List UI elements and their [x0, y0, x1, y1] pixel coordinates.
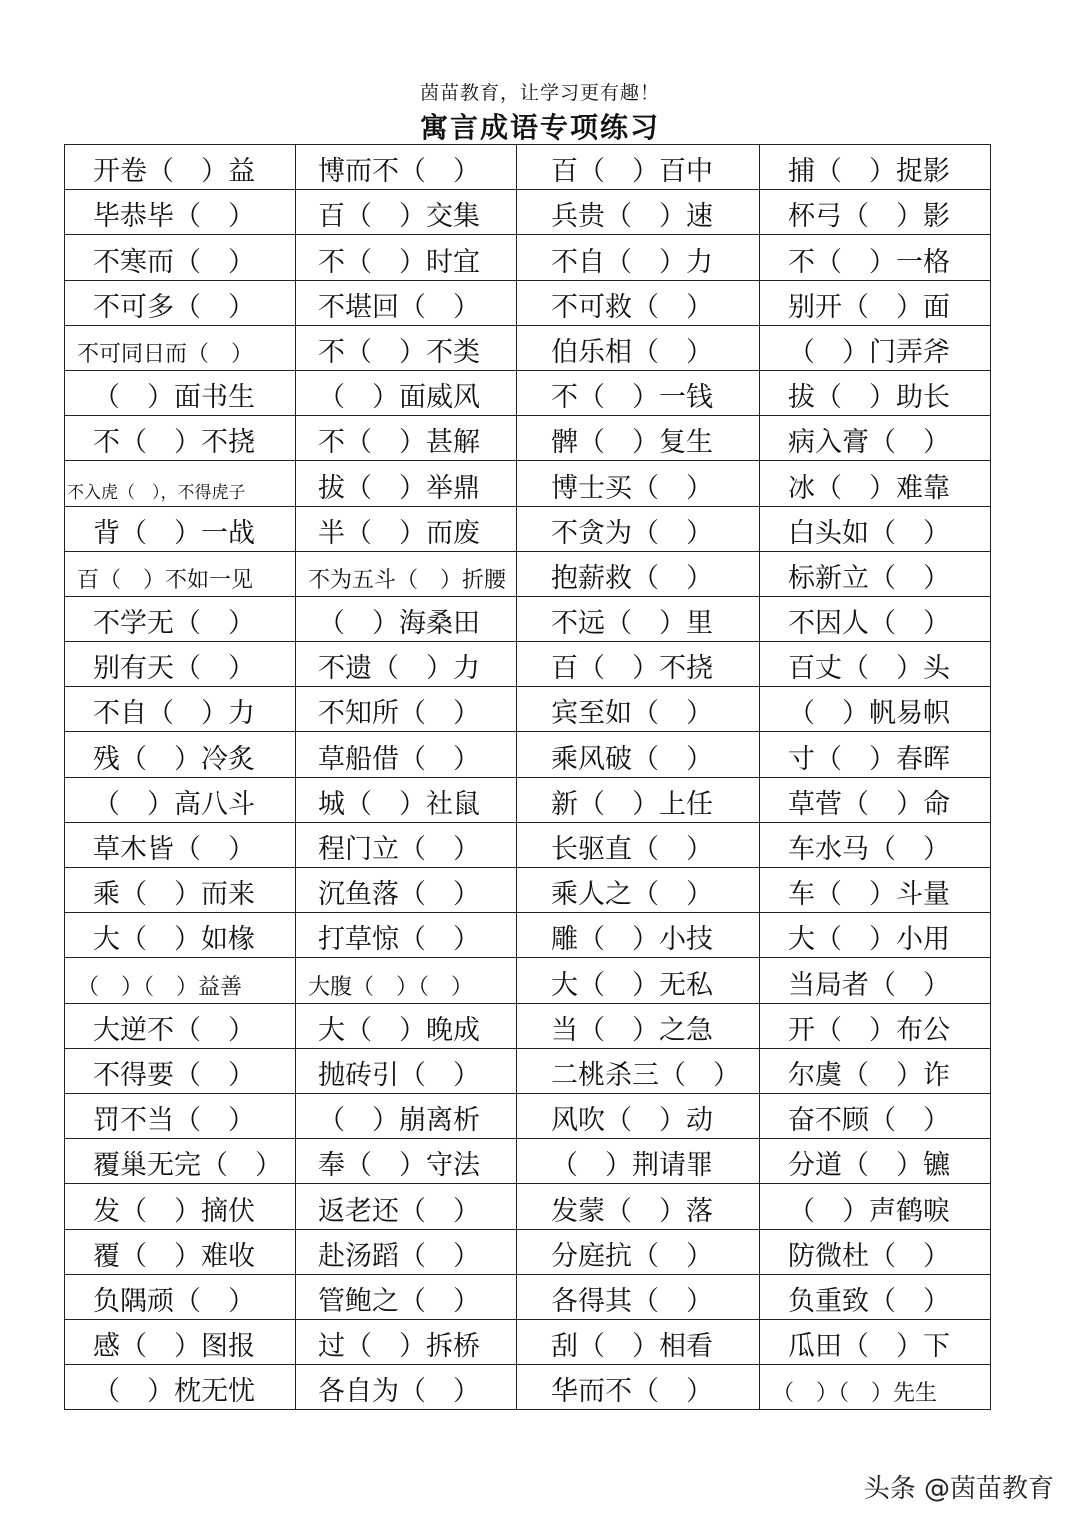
table-row [65, 777, 991, 822]
idiom-cell: 大逆不（ ） [65, 1003, 296, 1048]
idiom-cell: 防微杜（ ） [760, 1229, 991, 1274]
table-row [65, 370, 991, 415]
table-row [65, 822, 991, 867]
idiom-cell: 不可多（ ） [65, 280, 296, 325]
idiom-cell: 华而不（ ） [517, 1365, 760, 1410]
idiom-cell: 各自为（ ） [296, 1365, 517, 1410]
idiom-cell: 不堪回（ ） [296, 280, 517, 325]
idiom-cell: 瓜田（ ）下 [760, 1319, 991, 1364]
idiom-cell: 不入虎（ ），不得虎子 [65, 461, 296, 506]
table-row [65, 1229, 991, 1274]
idiom-cell: 背（ ）一战 [65, 506, 296, 551]
table-row [65, 687, 991, 732]
table-row [65, 325, 991, 370]
idiom-cell: 感（ ）图报 [65, 1319, 296, 1364]
idiom-cell: 髀（ ）复生 [517, 416, 760, 461]
idiom-cell: 风吹（ ）动 [517, 1093, 760, 1138]
idiom-cell: 百（ ）百中 [517, 145, 760, 190]
idiom-cell: 不（ ）甚解 [296, 416, 517, 461]
table-row [65, 1048, 991, 1093]
table-row [65, 506, 991, 551]
idiom-cell: 不自（ ）力 [517, 235, 760, 280]
idiom-cell: 大（ ）晚成 [296, 1003, 517, 1048]
idiom-cell: 不自（ ）力 [65, 687, 296, 732]
idiom-cell: 覆巢无完（ ） [65, 1139, 296, 1184]
idiom-cell: 不可救（ ） [517, 280, 760, 325]
idiom-cell: （ ）枕无忧 [65, 1365, 296, 1410]
table-row [65, 642, 991, 687]
page-subtitle: 茵苗教育，让学习更有趣！ [419, 82, 660, 104]
idiom-cell: 不寒而（ ） [65, 235, 296, 280]
table-row [65, 416, 991, 461]
idiom-cell: 管鲍之（ ） [296, 1274, 517, 1319]
idiom-cell: 博士买（ ） [517, 461, 760, 506]
table-row [65, 235, 991, 280]
idiom-cell: 当局者（ ） [760, 958, 991, 1003]
table-row [65, 596, 991, 641]
idiom-cell: 分道（ ）镳 [760, 1139, 991, 1184]
idiom-cell: 大（ ）如椽 [65, 913, 296, 958]
idiom-cell: 二桃杀三（ ） [517, 1048, 760, 1093]
idiom-cell: 草木皆（ ） [65, 822, 296, 867]
idiom-cell: （ ）高八斗 [65, 777, 296, 822]
table-row [65, 551, 991, 596]
idiom-cell: 宾至如（ ） [517, 687, 760, 732]
idiom-cell: 尔虞（ ）诈 [760, 1048, 991, 1093]
idiom-cell: 捕（ ）捉影 [760, 145, 991, 190]
idiom-cell: 赴汤蹈（ ） [296, 1229, 517, 1274]
idiom-cell: 别有天（ ） [65, 642, 296, 687]
watermark: 头条 @茵苗教育 [863, 1474, 1054, 1504]
idiom-cell: 分庭抗（ ） [517, 1229, 760, 1274]
idiom-cell: （ ）帆易帜 [760, 687, 991, 732]
table-row [65, 145, 991, 190]
idiom-cell: 城（ ）社鼠 [296, 777, 517, 822]
idiom-cell: 不遗（ ）力 [296, 642, 517, 687]
idiom-cell: 负重致（ ） [760, 1274, 991, 1319]
idiom-cell: 负隅顽（ ） [65, 1274, 296, 1319]
idiom-cell: 过（ ）拆桥 [296, 1319, 517, 1364]
idiom-cell: 发蒙（ ）落 [517, 1184, 760, 1229]
table-row [65, 190, 991, 235]
idiom-cell: 开（ ）布公 [760, 1003, 991, 1048]
idiom-cell: 百（ ）不挠 [517, 642, 760, 687]
idiom-cell: 百（ ）不如一见 [65, 551, 296, 596]
idiom-cell: 不远（ ）里 [517, 596, 760, 641]
idiom-cell: 大（ ）小用 [760, 913, 991, 958]
idiom-cell: 拔（ ）助长 [760, 370, 991, 415]
idiom-cell: 大腹（ ）（ ） [296, 958, 517, 1003]
idiom-cell: 不贪为（ ） [517, 506, 760, 551]
idiom-cell: 不为五斗（ ）折腰 [296, 551, 517, 596]
table-row [65, 280, 991, 325]
idiom-cell: 伯乐相（ ） [517, 325, 760, 370]
idiom-cell: 长驱直（ ） [517, 822, 760, 867]
idiom-cell: 不（ ）一钱 [517, 370, 760, 415]
table-row [65, 1274, 991, 1319]
idiom-cell: 雕（ ）小技 [517, 913, 760, 958]
idiom-cell: 冰（ ）难靠 [760, 461, 991, 506]
idiom-cell: 乘人之（ ） [517, 868, 760, 913]
idiom-cell: 残（ ）冷炙 [65, 732, 296, 777]
idiom-cell: 不得要（ ） [65, 1048, 296, 1093]
table-row [65, 958, 991, 1003]
idiom-cell: 不（ ）时宜 [296, 235, 517, 280]
idiom-cell: （ ）（ ）益善 [65, 958, 296, 1003]
idiom-cell: 抛砖引（ ） [296, 1048, 517, 1093]
idiom-exercise-table [64, 144, 991, 1410]
table-row [65, 1003, 991, 1048]
idiom-cell: 车水马（ ） [760, 822, 991, 867]
idiom-cell: 刮（ ）相看 [517, 1319, 760, 1364]
idiom-cell: （ ）面威风 [296, 370, 517, 415]
idiom-cell: 程门立（ ） [296, 822, 517, 867]
table-row [65, 1139, 991, 1184]
table-row [65, 1365, 991, 1410]
idiom-cell: 返老还（ ） [296, 1184, 517, 1229]
idiom-cell: 车（ ）斗量 [760, 868, 991, 913]
idiom-cell: 百（ ）交集 [296, 190, 517, 235]
table-row [65, 461, 991, 506]
idiom-cell: 不知所（ ） [296, 687, 517, 732]
idiom-cell: 兵贵（ ）速 [517, 190, 760, 235]
idiom-cell: 标新立（ ） [760, 551, 991, 596]
idiom-cell: 大（ ）无私 [517, 958, 760, 1003]
idiom-cell: 当（ ）之急 [517, 1003, 760, 1048]
idiom-cell: （ ）海桑田 [296, 596, 517, 641]
idiom-cell: 各得其（ ） [517, 1274, 760, 1319]
table-row [65, 1184, 991, 1229]
idiom-cell: 拔（ ）举鼎 [296, 461, 517, 506]
idiom-cell: 新（ ）上任 [517, 777, 760, 822]
idiom-cell: （ ）（ ）先生 [760, 1365, 991, 1410]
idiom-cell: 不学无（ ） [65, 596, 296, 641]
idiom-cell: 百丈（ ）头 [760, 642, 991, 687]
idiom-cell: 不（ ）一格 [760, 235, 991, 280]
idiom-cell: 不（ ）不类 [296, 325, 517, 370]
idiom-cell: 毕恭毕（ ） [65, 190, 296, 235]
idiom-cell: 奋不顾（ ） [760, 1093, 991, 1138]
table-row [65, 1093, 991, 1138]
idiom-cell: （ ）崩离析 [296, 1093, 517, 1138]
idiom-cell: 白头如（ ） [760, 506, 991, 551]
idiom-cell: 抱薪救（ ） [517, 551, 760, 596]
idiom-cell: 乘风破（ ） [517, 732, 760, 777]
idiom-cell: （ ）门弄斧 [760, 325, 991, 370]
idiom-cell: 开卷（ ）益 [65, 145, 296, 190]
page-title: 寓言成语专项练习 [419, 111, 660, 144]
table-row [65, 732, 991, 777]
idiom-cell: （ ）面书生 [65, 370, 296, 415]
idiom-cell: 覆（ ）难收 [65, 1229, 296, 1274]
idiom-cell: 不（ ）不挠 [65, 416, 296, 461]
idiom-cell: 草船借（ ） [296, 732, 517, 777]
idiom-cell: 半（ ）而废 [296, 506, 517, 551]
table-row [65, 913, 991, 958]
idiom-cell: （ ）声鹤唳 [760, 1184, 991, 1229]
idiom-cell: 寸（ ）春晖 [760, 732, 991, 777]
idiom-cell: 罚不当（ ） [65, 1093, 296, 1138]
idiom-cell: 草菅（ ）命 [760, 777, 991, 822]
idiom-cell: 发（ ）摘伏 [65, 1184, 296, 1229]
idiom-cell: 不可同日而（ ） [65, 325, 296, 370]
table-row [65, 1319, 991, 1364]
idiom-cell: 奉（ ）守法 [296, 1139, 517, 1184]
idiom-cell: 打草惊（ ） [296, 913, 517, 958]
idiom-cell: 博而不（ ） [296, 145, 517, 190]
idiom-cell: 别开（ ）面 [760, 280, 991, 325]
idiom-cell: （ ）荆请罪 [517, 1139, 760, 1184]
idiom-cell: 沉鱼落（ ） [296, 868, 517, 913]
idiom-cell: 不因人（ ） [760, 596, 991, 641]
idiom-cell: 病入膏（ ） [760, 416, 991, 461]
idiom-cell: 杯弓（ ）影 [760, 190, 991, 235]
table-row [65, 868, 991, 913]
idiom-cell: 乘（ ）而来 [65, 868, 296, 913]
